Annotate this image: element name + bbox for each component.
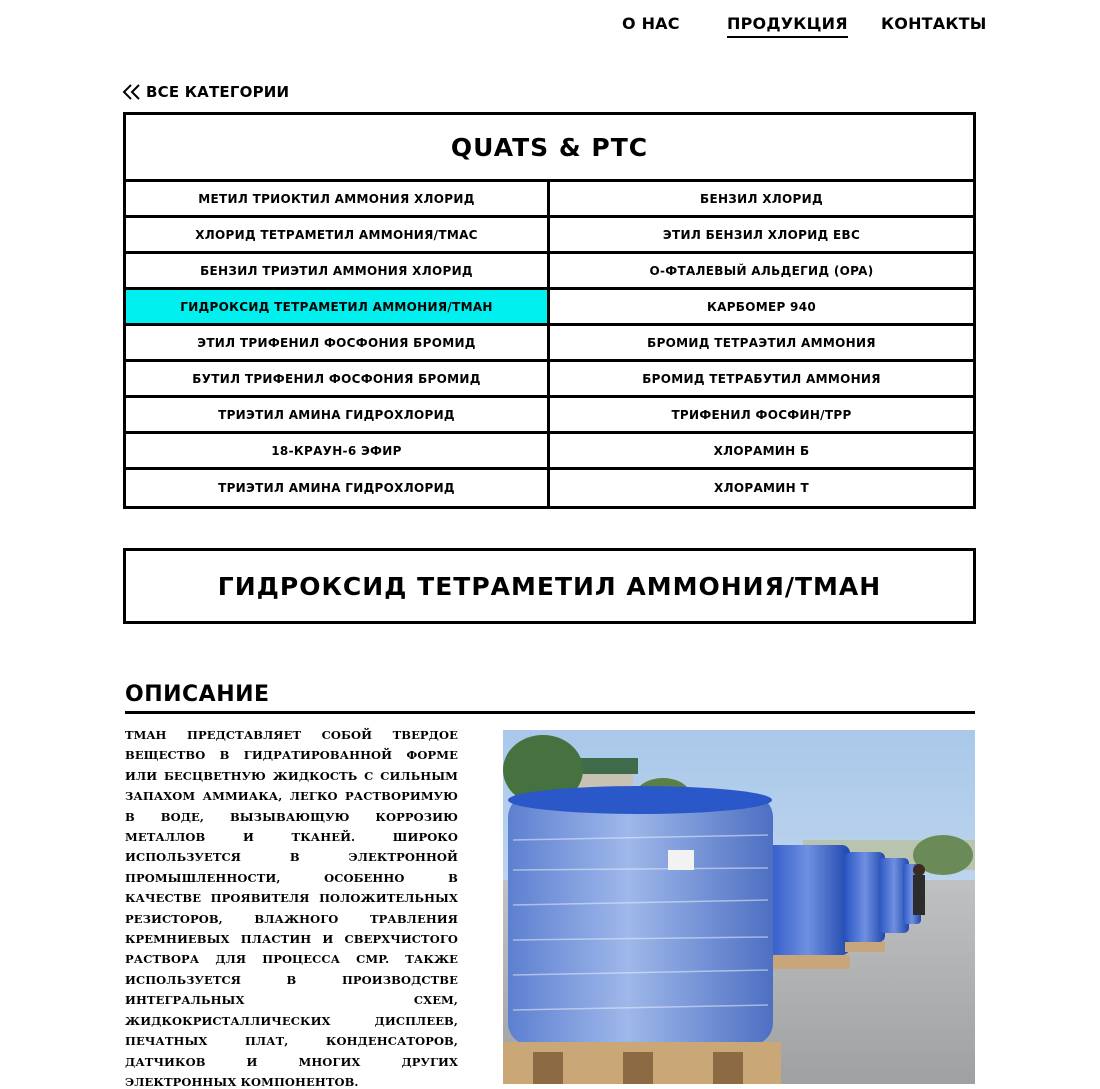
product-title: ГИДРОКСИД ТЕТРАМЕТИЛ АММОНИЯ/TMAH	[217, 571, 882, 601]
category-item[interactable]: ТРИЭТИЛ АМИНА ГИДРОХЛОРИД	[126, 398, 550, 434]
product-photo	[503, 730, 975, 1084]
category-item[interactable]: МЕТИЛ ТРИОКТИЛ АММОНИЯ ХЛОРИД	[126, 182, 550, 218]
category-item[interactable]: БЕНЗИЛ ТРИЭТИЛ АММОНИЯ ХЛОРИД	[126, 254, 550, 290]
top-nav	[0, 14, 1100, 44]
double-chevron-left-icon	[122, 83, 142, 101]
product-photo-image	[503, 730, 975, 1084]
category-item-active[interactable]: ГИДРОКСИД ТЕТРАМЕТИЛ АММОНИЯ/TMAH	[126, 290, 550, 326]
nav-link-products[interactable]: ПРОДУКЦИЯ	[727, 14, 848, 38]
category-item[interactable]: КАРБОМЕР 940	[550, 290, 973, 326]
category-item[interactable]: ЭТИЛ ТРИФЕНИЛ ФОСФОНИЯ БРОМИД	[126, 326, 550, 362]
category-item[interactable]: ТРИЭТИЛ АМИНА ГИДРОХЛОРИД	[126, 470, 550, 506]
category-title: QUATS & PTC	[126, 115, 973, 182]
all-categories-label: ВСЕ КАТЕГОРИИ	[146, 83, 290, 101]
category-item[interactable]: ХЛОРАМИН Т	[714, 481, 809, 495]
category-item[interactable]: 18-КРАУН-6 ЭФИР	[126, 434, 550, 470]
all-categories-link[interactable]	[122, 83, 289, 101]
category-table	[123, 112, 976, 509]
nav-link-contacts[interactable]: КОНТАКТЫ	[881, 14, 987, 33]
category-item[interactable]: БУТИЛ ТРИФЕНИЛ ФОСФОНИЯ БРОМИД	[126, 362, 550, 398]
category-item[interactable]: О-ФТАЛЕВЫЙ АЛЬДЕГИД (OPA)	[550, 254, 973, 290]
nav-link-about[interactable]: О НАС	[622, 14, 680, 33]
category-item[interactable]: БРОМИД ТЕТРАБУТИЛ АММОНИЯ	[550, 362, 973, 398]
category-item[interactable]: ТРИФЕНИЛ ФОСФИН/TPP	[550, 398, 973, 434]
category-grid	[126, 182, 973, 506]
description-heading: ОПИСАНИЕ	[125, 682, 975, 714]
category-item[interactable]: БРОМИД ТЕТРАЭТИЛ АММОНИЯ	[550, 326, 973, 362]
description-text: TMAH ПРЕДСТАВЛЯЕТ СОБОЙ ТВЕРДОЕ ВЕЩЕСТВО В ГИДРАТИРОВАННОЙ ФОРМЕ ИЛИ БЕСЦВЕТНУЮ ЖИДКОСТЬ С СИЛЬНЫМ ЗАПАХОМ АММИАКА, ЛЕГКО РАСТВОРИМУЮ В ВОДЕ, ВЫЗЫВАЮЩУЮ КОРРОЗИЮ МЕТАЛЛОВ И ТКАНЕЙ. ШИРОКО ИСПОЛЬЗУЕТСЯ В ЭЛЕКТРОННОЙ ПРОМЫШЛЕННОСТИ, ОСОБЕННО В КАЧЕСТВЕ ПРОЯВИТЕЛЯ ПОЛОЖИТЕЛЬНЫХ РЕЗИСТОРОВ, ВЛАЖНОГО ТРАВЛЕНИЯ КРЕМНИЕВЫХ ПЛАСТИН И СВЕРХЧИСТОГО РАСТВОРА ДЛЯ ПРОЦЕССА CMP. ТАКЖЕ ИСПОЛЬЗУЕТСЯ В ПРОИЗВОДСТВЕ ИНТЕГРАЛЬНЫХ СХЕМ, ЖИДКОКРИСТАЛЛИЧЕСКИХ ДИСПЛЕЕВ, ПЕЧАТНЫХ ПЛАТ, КОНДЕНСАТОРОВ, ДАТЧИКОВ И МНОГИХ ДРУГИХ ЭЛЕКТРОННЫХ КОМПОНЕНТОВ.	[125, 728, 458, 1089]
category-item[interactable]: ХЛОРИД ТЕТРАМЕТИЛ АММОНИЯ/TMAC	[126, 218, 550, 254]
category-item[interactable]: ЭТИЛ БЕНЗИЛ ХЛОРИД EBC	[550, 218, 973, 254]
category-item[interactable]: ХЛОРАМИН Б	[550, 434, 973, 470]
product-title-box	[123, 548, 976, 624]
category-item[interactable]: БЕНЗИЛ ХЛОРИД	[550, 182, 973, 218]
